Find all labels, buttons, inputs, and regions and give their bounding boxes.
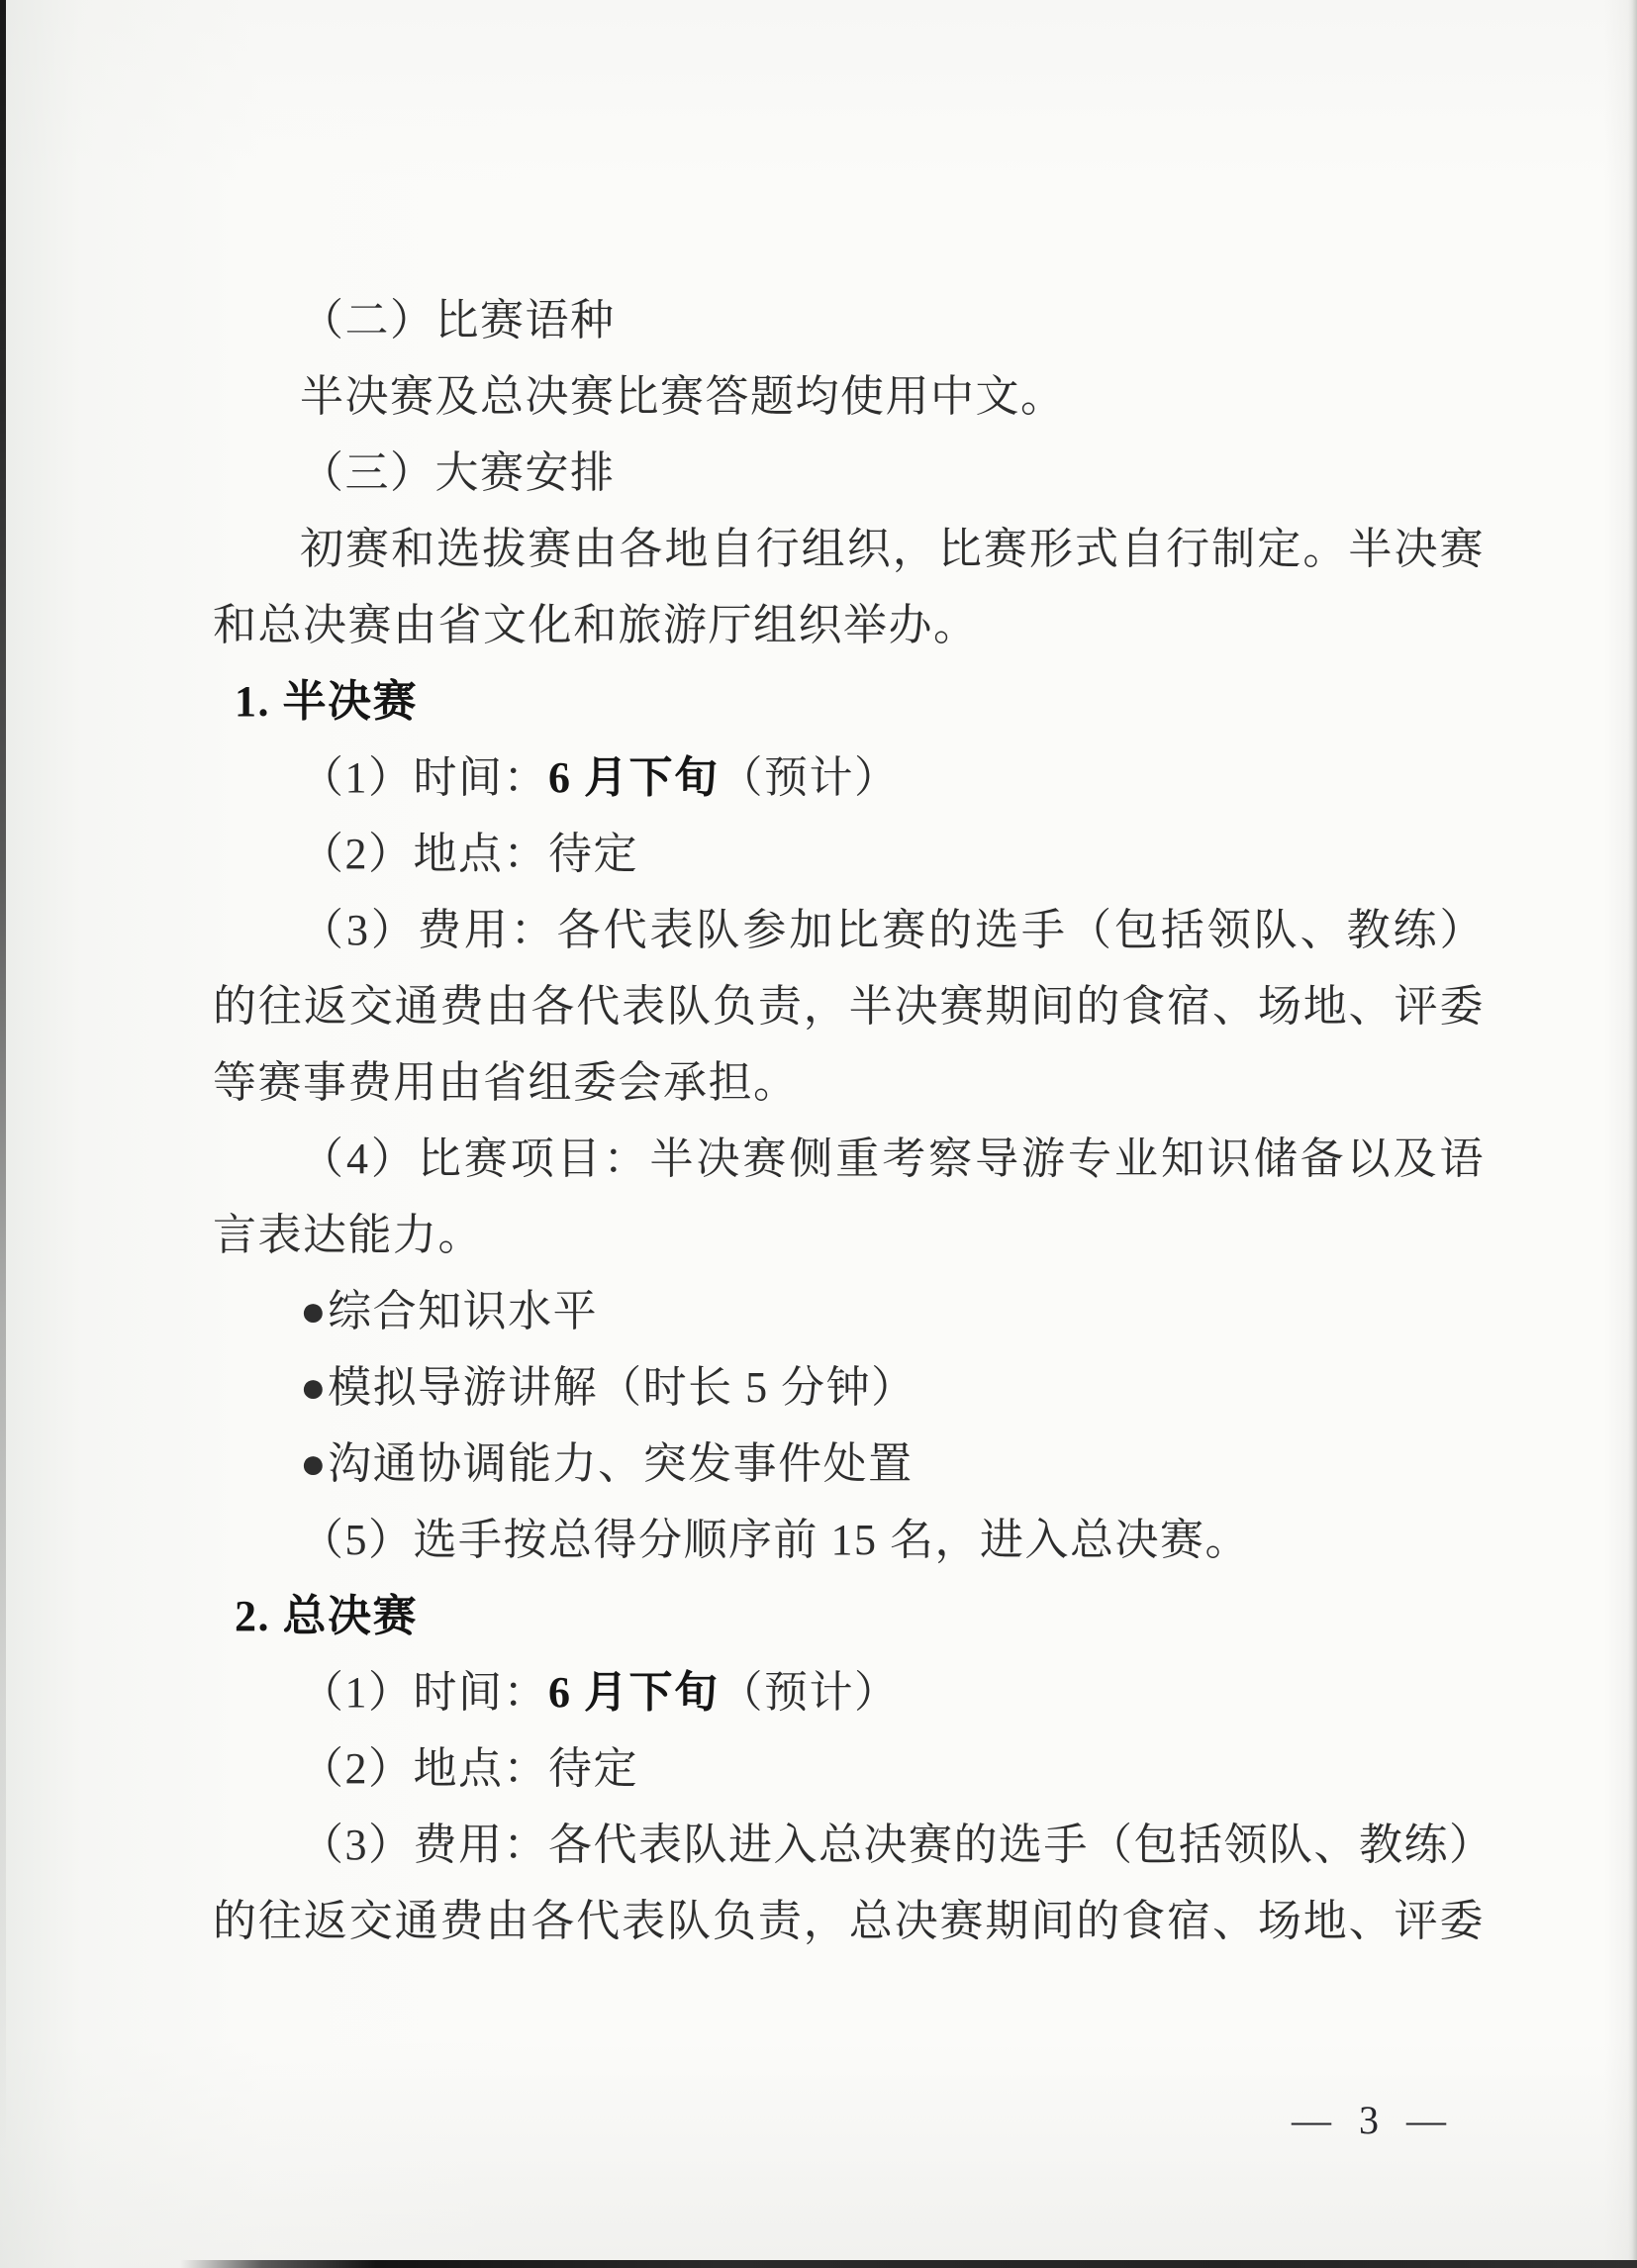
bold-text-segment: 6 月下旬 bbox=[548, 753, 720, 802]
item-location bbox=[213, 816, 1485, 892]
heading-competition-arrangement bbox=[213, 435, 1485, 511]
text-segment: （1）时间： bbox=[300, 1668, 548, 1717]
text-segment: 的往返交通费由各代表队负责，总决赛期间的食宿、场地、评委 bbox=[213, 1897, 1485, 1945]
scan-edge-bottom-artifact bbox=[0, 2260, 1637, 2268]
item-advance bbox=[213, 1502, 1485, 1578]
text-segment: （2）地点：待定 bbox=[300, 830, 638, 878]
body-line bbox=[213, 358, 1485, 435]
page-number: — 3 — bbox=[1292, 2098, 1455, 2142]
item-location bbox=[213, 1730, 1485, 1807]
bullet-item bbox=[213, 1273, 1485, 1349]
subheading-final bbox=[213, 1578, 1485, 1654]
text-segment: ●综合知识水平 bbox=[300, 1287, 599, 1335]
subheading-semifinal bbox=[213, 663, 1485, 740]
text-segment: （2）地点：待定 bbox=[300, 1744, 638, 1793]
item-events bbox=[213, 1121, 1485, 1197]
document-body bbox=[213, 282, 1494, 1959]
heading-competition-language bbox=[213, 282, 1485, 358]
text-segment: 等赛事费用由省组委会承担。 bbox=[213, 1058, 799, 1107]
text-segment: 半决赛及总决赛比赛答题均使用中文。 bbox=[300, 372, 1066, 421]
text-segment: 言表达能力。 bbox=[213, 1211, 483, 1259]
bold-text-segment: 1. 半决赛 bbox=[235, 677, 418, 726]
text-segment: 初赛和选拔赛由各地自行组织，比赛形式自行制定。半决赛 bbox=[300, 525, 1485, 573]
body-line bbox=[213, 1883, 1485, 1959]
text-segment: 的往返交通费由各代表队负责，半决赛期间的食宿、场地、评委 bbox=[213, 982, 1485, 1031]
text-segment: （预计） bbox=[719, 753, 900, 802]
text-segment: （3）费用：各代表队进入总决赛的选手（包括领队、教练） bbox=[300, 1821, 1494, 1869]
bold-text-segment: 2. 总决赛 bbox=[235, 1592, 418, 1640]
body-line bbox=[213, 511, 1485, 587]
text-segment: ●模拟导游讲解（时长 5 分钟） bbox=[300, 1363, 916, 1412]
text-segment: （3）费用：各代表队参加比赛的选手（包括领队、教练） bbox=[300, 906, 1485, 954]
item-time bbox=[213, 1654, 1485, 1730]
scan-edge-right-artifact bbox=[1628, 0, 1637, 2268]
body-line bbox=[213, 1197, 1485, 1273]
item-fees bbox=[213, 892, 1485, 968]
text-segment: （预计） bbox=[719, 1668, 900, 1717]
item-time bbox=[213, 740, 1485, 816]
bold-text-segment: 6 月下旬 bbox=[548, 1668, 720, 1717]
bullet-item bbox=[213, 1349, 1485, 1426]
body-line bbox=[213, 587, 1485, 663]
page-footer bbox=[1292, 2091, 1455, 2150]
bullet-item bbox=[213, 1426, 1485, 1502]
text-segment: 和总决赛由省文化和旅游厅组织举办。 bbox=[213, 601, 979, 649]
text-segment: （1）时间： bbox=[300, 753, 548, 802]
body-line bbox=[213, 1044, 1485, 1121]
body-line bbox=[213, 968, 1485, 1044]
scan-edge-left-artifact bbox=[0, 0, 6, 2268]
text-segment: （4）比赛项目：半决赛侧重考察导游专业知识储备以及语 bbox=[300, 1134, 1485, 1183]
text-segment: （三）大赛安排 bbox=[300, 448, 616, 497]
item-fees bbox=[213, 1807, 1494, 1883]
text-segment: （5）选手按总得分顺序前 15 名，进入总决赛。 bbox=[300, 1516, 1250, 1564]
text-segment: ●沟通协调能力、突发事件处置 bbox=[300, 1439, 914, 1488]
text-segment: （二）比赛语种 bbox=[300, 296, 616, 345]
